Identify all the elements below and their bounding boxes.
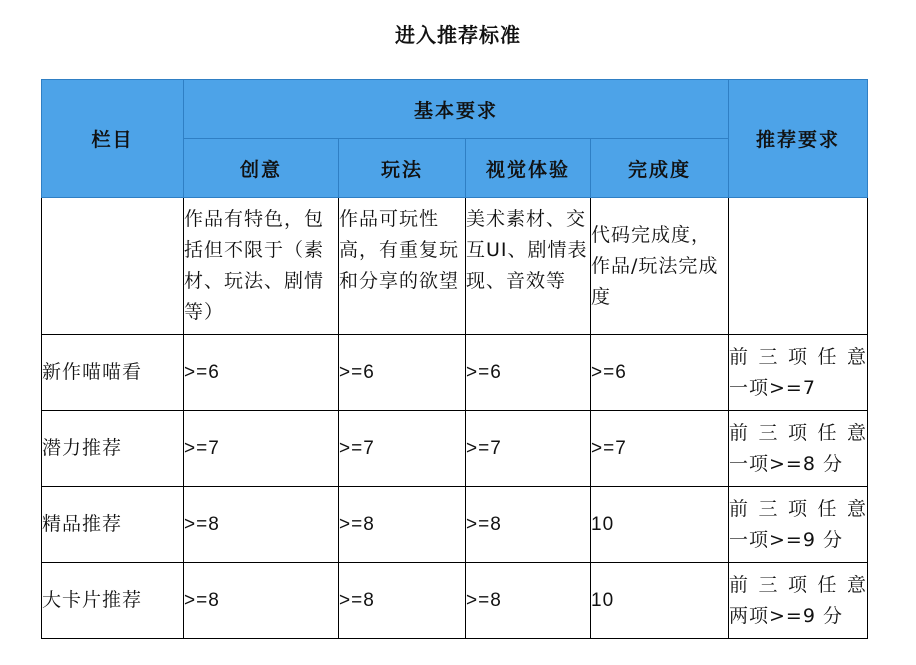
description-label-cell [42, 198, 184, 335]
description-visual: 美术素材、交互UI、剧情表现、音效等 [466, 198, 591, 335]
description-recommend-cell [729, 198, 868, 335]
row-recommend-requirement [729, 335, 868, 411]
header-criterion-gameplay: 玩法 [339, 139, 466, 198]
header-basic-requirements: 基本要求 [184, 80, 729, 139]
requirement-line-1: 前三项任意 [729, 345, 868, 368]
document-title: 进入推荐标准 [395, 23, 521, 47]
row-name: 潜力推荐 [42, 411, 184, 487]
requirement-line-1: 前三项任意 [729, 497, 868, 520]
row-recommend-requirement [729, 411, 868, 487]
row-creativity-value: >=6 [184, 335, 339, 411]
requirement-line-2: 一项>=9 分 [729, 528, 843, 551]
header-criterion-creativity: 创意 [184, 139, 339, 198]
table-row [42, 563, 868, 639]
row-completion-value: >=6 [591, 335, 729, 411]
row-name: 精品推荐 [42, 487, 184, 563]
row-completion-value: >=7 [591, 411, 729, 487]
header-row-top [42, 80, 868, 139]
row-recommend-requirement [729, 563, 868, 639]
row-visual-value: >=8 [466, 487, 591, 563]
requirement-line-2: 两项>=9 分 [729, 604, 843, 627]
table-row [42, 487, 868, 563]
row-gameplay-value: >=8 [339, 487, 466, 563]
requirement-line-1: 前三项任意 [729, 573, 868, 596]
header-criterion-visual: 视觉体验 [466, 139, 591, 198]
description-completion: 代码完成度，作品/玩法完成度 [591, 198, 729, 335]
row-creativity-value: >=8 [184, 487, 339, 563]
requirement-line-1: 前三项任意 [729, 421, 868, 444]
row-name: 新作喵喵看 [42, 335, 184, 411]
header-recommend-requirements: 推荐要求 [729, 80, 868, 198]
row-gameplay-value: >=7 [339, 411, 466, 487]
requirement-line-2: 一项>=8 分 [729, 452, 843, 475]
row-gameplay-value: >=8 [339, 563, 466, 639]
table-row [42, 411, 868, 487]
row-gameplay-value: >=6 [339, 335, 466, 411]
header-column-label: 栏目 [42, 80, 184, 198]
row-visual-value: >=8 [466, 563, 591, 639]
row-recommend-requirement [729, 487, 868, 563]
description-creativity: 作品有特色，包括但不限于（素材、玩法、剧情等） [184, 198, 339, 335]
table-row [42, 335, 868, 411]
row-visual-value: >=7 [466, 411, 591, 487]
header-criterion-completion: 完成度 [591, 139, 729, 198]
requirement-line-2: 一项>=7 [729, 376, 816, 399]
description-row [42, 198, 868, 335]
row-completion-value: 10 [591, 487, 729, 563]
row-completion-value: 10 [591, 563, 729, 639]
row-creativity-value: >=7 [184, 411, 339, 487]
row-creativity-value: >=8 [184, 563, 339, 639]
row-visual-value: >=6 [466, 335, 591, 411]
recommendation-standards-table [41, 79, 868, 639]
row-name: 大卡片推荐 [42, 563, 184, 639]
description-gameplay: 作品可玩性高，有重复玩和分享的欲望 [339, 198, 466, 335]
